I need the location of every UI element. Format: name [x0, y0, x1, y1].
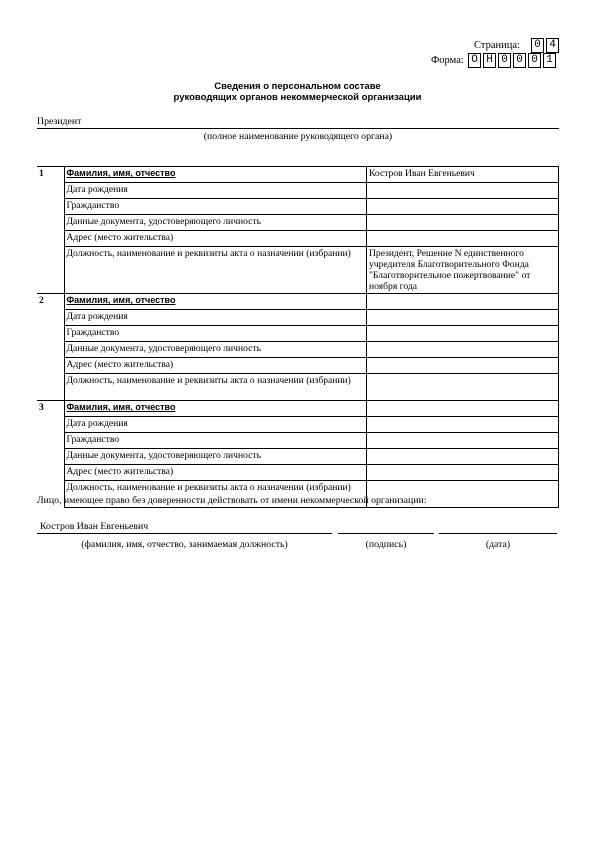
signer-name-field — [37, 521, 332, 534]
organ-caption: (полное наименование руководящего органа) — [203, 131, 393, 142]
field-value: Костров Иван Евгеньевич — [367, 167, 559, 183]
field-value — [367, 465, 559, 481]
form-label: Форма: — [431, 55, 464, 66]
field-label: Адрес (место жительства) — [64, 231, 367, 247]
form-cell: Н — [483, 53, 496, 68]
field-value — [367, 294, 559, 310]
block-number: 2 — [37, 294, 64, 401]
table-row — [37, 449, 559, 465]
table-row — [37, 183, 559, 199]
field-value: Президент, Решение N единственного учредителя Благотворительного Фонда "Благотворительное пожертвование" от ноября года — [367, 247, 559, 294]
field-value — [367, 433, 559, 449]
table-row — [37, 433, 559, 449]
table-row — [37, 342, 559, 358]
form-code-cells — [468, 53, 558, 68]
table-row — [37, 358, 559, 374]
organ-name-field — [37, 116, 559, 129]
field-label: Адрес (место жительства) — [64, 358, 367, 374]
form-cell: 1 — [543, 53, 556, 68]
table-row — [37, 401, 559, 417]
field-label: Должность, наименование и реквизиты акта о назначении (избрании) — [64, 374, 367, 401]
title-line-1: Сведения о персональном составе — [214, 81, 381, 92]
field-label: Должность, наименование и реквизиты акта о назначении (избрании) — [64, 481, 367, 508]
table-row — [37, 167, 559, 183]
page-cell: 0 — [531, 38, 544, 53]
field-value — [367, 215, 559, 231]
authorized-person-statement: Лицо, имеющее право без доверенности действовать от имени некоммерческой организации: — [37, 495, 427, 506]
field-label: Дата рождения — [64, 417, 367, 433]
page-cell: 4 — [546, 38, 559, 53]
field-label: Должность, наименование и реквизиты акта о назначении (избрании) — [64, 247, 367, 294]
field-label-fio: Фамилия, имя, отчество — [64, 167, 367, 183]
field-label: Адрес (место жительства) — [64, 465, 367, 481]
form-cell: О — [468, 53, 481, 68]
field-value — [367, 342, 559, 358]
field-value — [367, 417, 559, 433]
field-label: Гражданство — [64, 433, 367, 449]
field-label-fio: Фамилия, имя, отчество — [64, 294, 367, 310]
date-field — [439, 521, 557, 534]
page-label: Страница: — [474, 40, 520, 51]
table-row — [37, 247, 559, 294]
table-row — [37, 417, 559, 433]
block-number: 1 — [37, 167, 64, 294]
field-value — [367, 449, 559, 465]
signer-name: Костров Иван Евгеньевич — [40, 521, 149, 532]
block-number: 3 — [37, 401, 64, 508]
field-label-fio: Фамилия, имя, отчество — [64, 401, 367, 417]
caption-date: (дата) — [485, 539, 511, 550]
field-value — [367, 310, 559, 326]
field-label: Гражданство — [64, 326, 367, 342]
field-value — [367, 326, 559, 342]
field-label: Данные документа, удостоверяющего личность — [64, 449, 367, 465]
persons-table — [37, 166, 559, 508]
signature-field — [338, 521, 434, 534]
table-row — [37, 199, 559, 215]
field-label: Дата рождения — [64, 310, 367, 326]
document-title — [100, 81, 495, 103]
caption-name: (фамилия, имя, отчество, занимаемая должность) — [81, 539, 288, 550]
field-value — [367, 231, 559, 247]
field-value — [367, 358, 559, 374]
organ-name: Президент — [37, 116, 82, 127]
field-value — [367, 374, 559, 401]
table-row — [37, 231, 559, 247]
table-row — [37, 215, 559, 231]
field-value — [367, 183, 559, 199]
field-label: Дата рождения — [64, 183, 367, 199]
field-value — [367, 401, 559, 417]
field-label: Гражданство — [64, 199, 367, 215]
table-row — [37, 374, 559, 401]
field-value — [367, 199, 559, 215]
table-row — [37, 465, 559, 481]
field-label: Данные документа, удостоверяющего личность — [64, 215, 367, 231]
page-number-cells — [531, 38, 561, 53]
form-cell: 0 — [528, 53, 541, 68]
table-row — [37, 326, 559, 342]
table-row — [37, 294, 559, 310]
form-cell: 0 — [513, 53, 526, 68]
form-cell: 0 — [498, 53, 511, 68]
table-row — [37, 310, 559, 326]
caption-signature: (подпись) — [365, 539, 407, 550]
title-line-2: руководящих органов некоммерческой организации — [173, 92, 422, 103]
field-label: Данные документа, удостоверяющего личность — [64, 342, 367, 358]
